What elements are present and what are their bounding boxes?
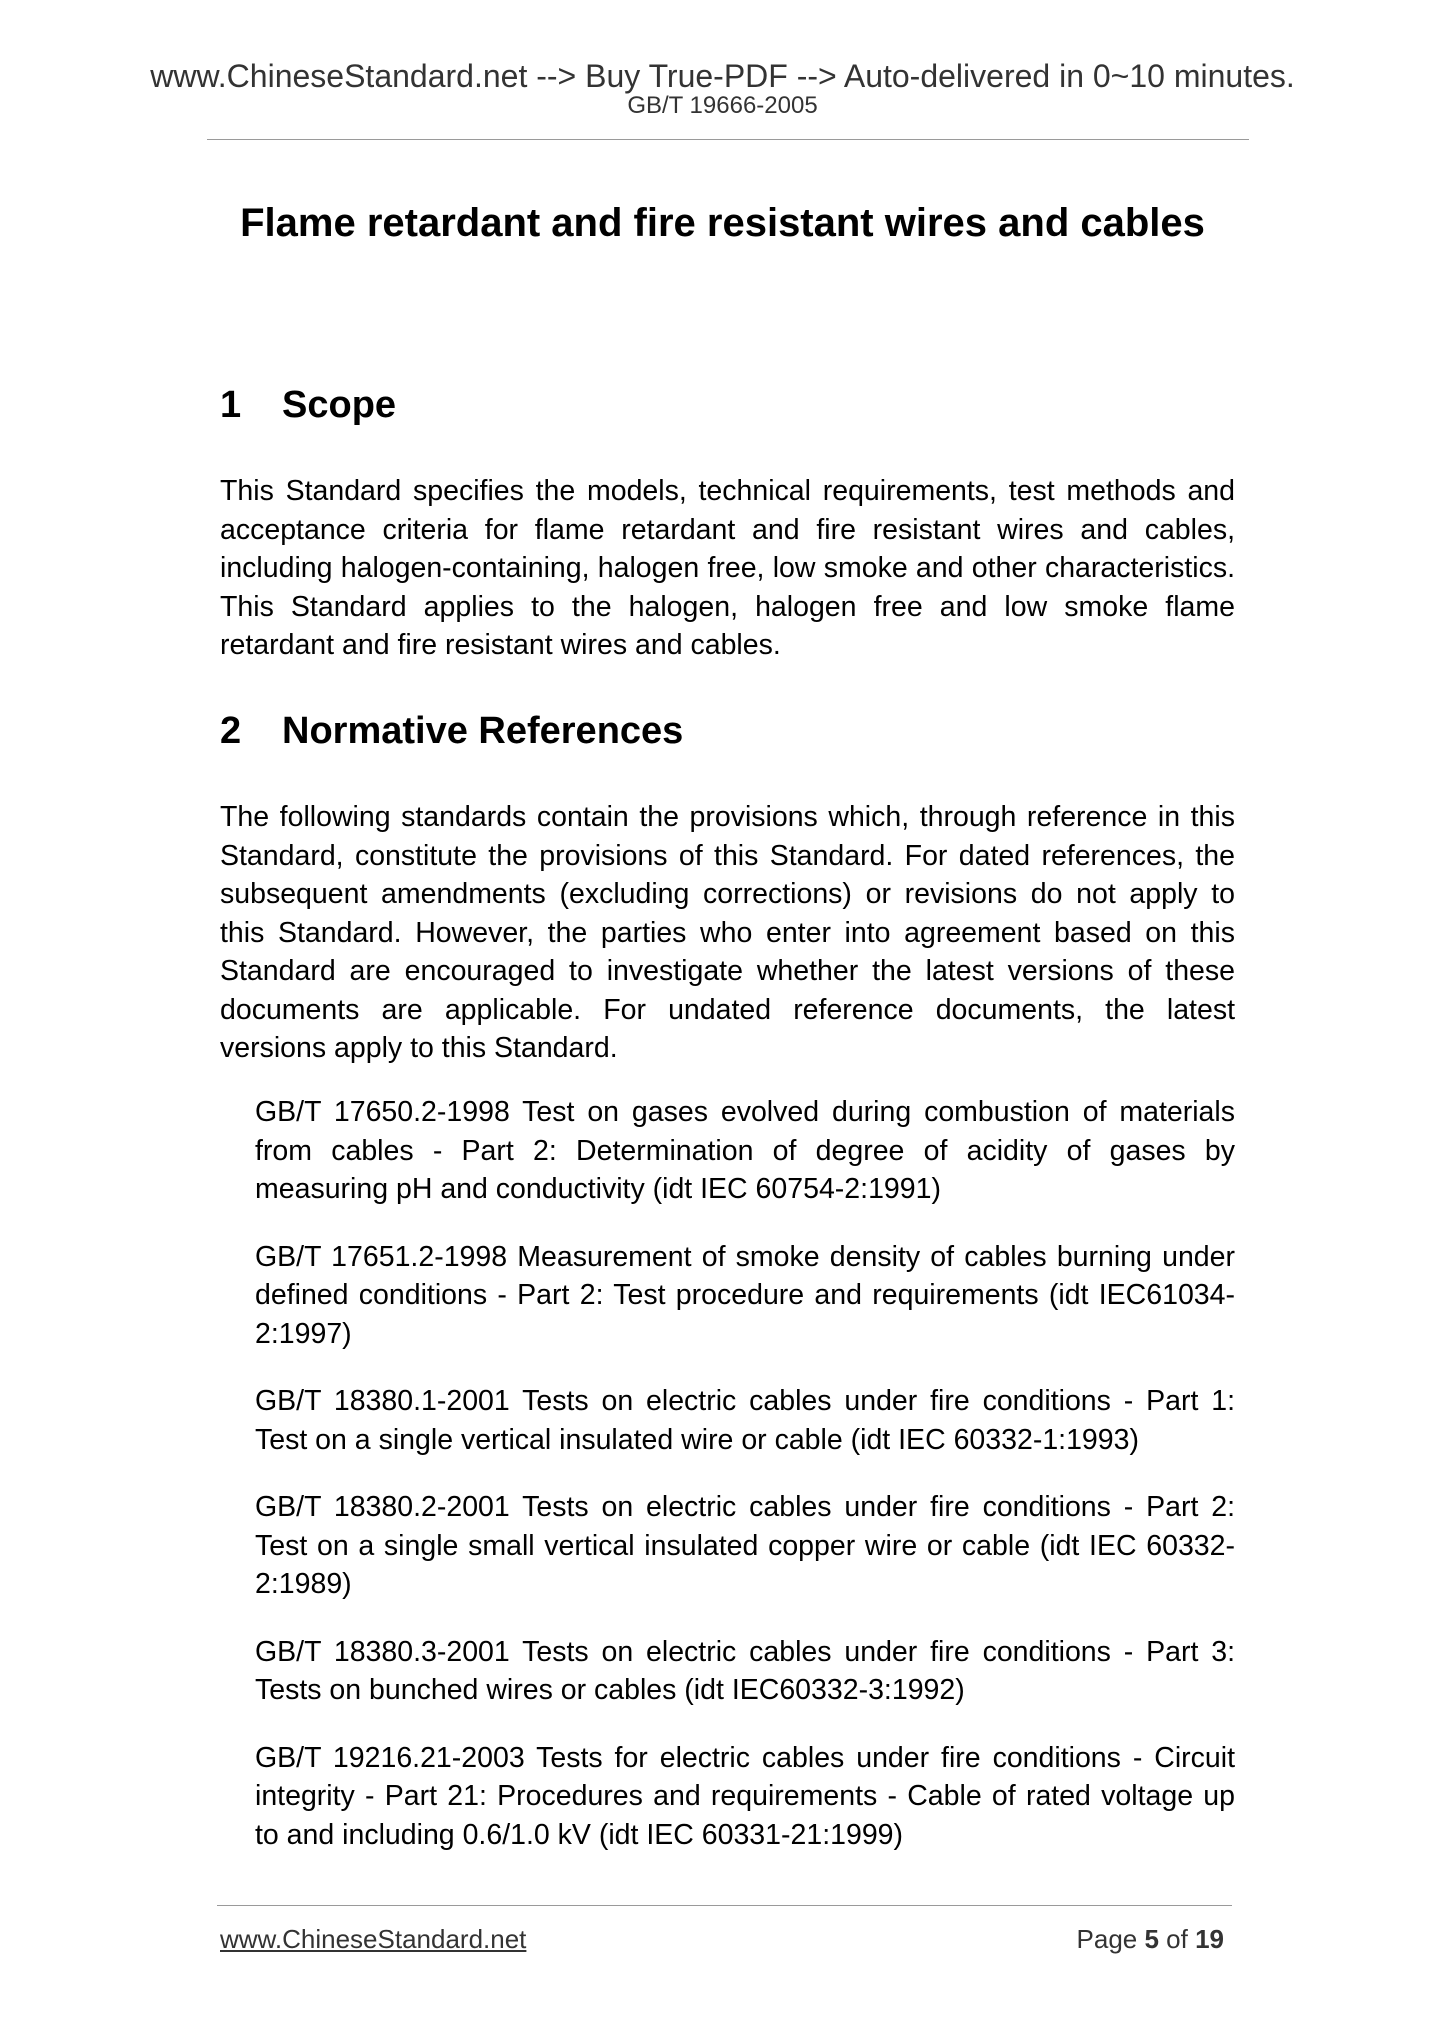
page-total: 19 (1195, 1924, 1224, 1954)
normative-references-paragraph: The following standards contain the provisions which, through reference in this Standard, constitute the provisions of this Standard. For dated references, the subsequent amendments (excluding corrections) or revisions do not apply to this Standard. However, the parties who enter into agreement based on this Standard are encouraged to investigate whether the latest versions of these documents are applicable. For undated reference documents, the latest versions apply to this Standard. (220, 801, 1235, 1064)
header-divider (207, 139, 1249, 140)
section-number: 1 (220, 384, 242, 426)
reference-item: GB/T 17650.2-1998 Test on gases evolved during combustion of materials from cables - Part 2: Determination of degree of acidity of gases by measuring pH and conductivity (idt IEC 60754-2:1991) (255, 1096, 1235, 1205)
reference-list (255, 1093, 1235, 1883)
reference-item: GB/T 17651.2-1998 Measurement of smoke density of cables burning under defined conditions - Part 2: Test procedure and requirements (idt IEC61034-2:1997) (255, 1240, 1235, 1350)
reference-item: GB/T 18380.2-2001 Tests on electric cables under fire conditions - Part 2: Test on a single small vertical insulated copper wire or cable (idt IEC 60332-2:1989) (255, 1491, 1235, 1600)
reference-item: GB/T 18380.1-2001 Tests on electric cables under fire conditions - Part 1: Test on a single vertical insulated wire or cable (idt IEC 60332-1:1993) (255, 1385, 1235, 1456)
page-of: of (1158, 1924, 1196, 1954)
header-banner: www.ChineseStandard.net --> Buy True-PDF --> Auto-delivered in 0~10 minutes. (150, 58, 1295, 94)
section-title: Normative References (282, 710, 684, 752)
section-number: 2 (220, 710, 242, 752)
section-heading-normative-references (220, 709, 683, 753)
footer-divider (217, 1905, 1232, 1906)
section-heading-scope (220, 383, 396, 427)
page-current: 5 (1144, 1924, 1159, 1954)
footer-site-link[interactable]: www.ChineseStandard.net (220, 1924, 527, 1954)
reference-item: GB/T 19216.21-2003 Tests for electric cables under fire conditions - Circuit integrity - Part 21: Procedures and requirements - Cable of rated voltage up to and including 0.6/1.0 kV (idt IEC 60331-21:1999) (255, 1741, 1235, 1851)
section-title: Scope (282, 384, 397, 426)
scope-paragraph: This Standard specifies the models, technical requirements, test methods and acceptance criteria for flame retardant and fire resistant wires and cables, including halogen-containing, halogen free, low smoke and other characteristics. This Standard applies to the halogen, halogen free and low smoke flame retardant and fire resistant wires and cables. (220, 475, 1235, 661)
document-title: Flame retardant and fire resistant wires and cables (240, 201, 1205, 245)
reference-item: GB/T 18380.3-2001 Tests on electric cables under fire conditions - Part 3: Tests on bunched wires or cables (idt IEC60332-3:1992) (255, 1635, 1235, 1706)
page-indicator (1077, 1924, 1224, 1954)
header-doc-code: GB/T 19666-2005 (627, 92, 818, 119)
page-prefix: Page (1076, 1924, 1145, 1954)
